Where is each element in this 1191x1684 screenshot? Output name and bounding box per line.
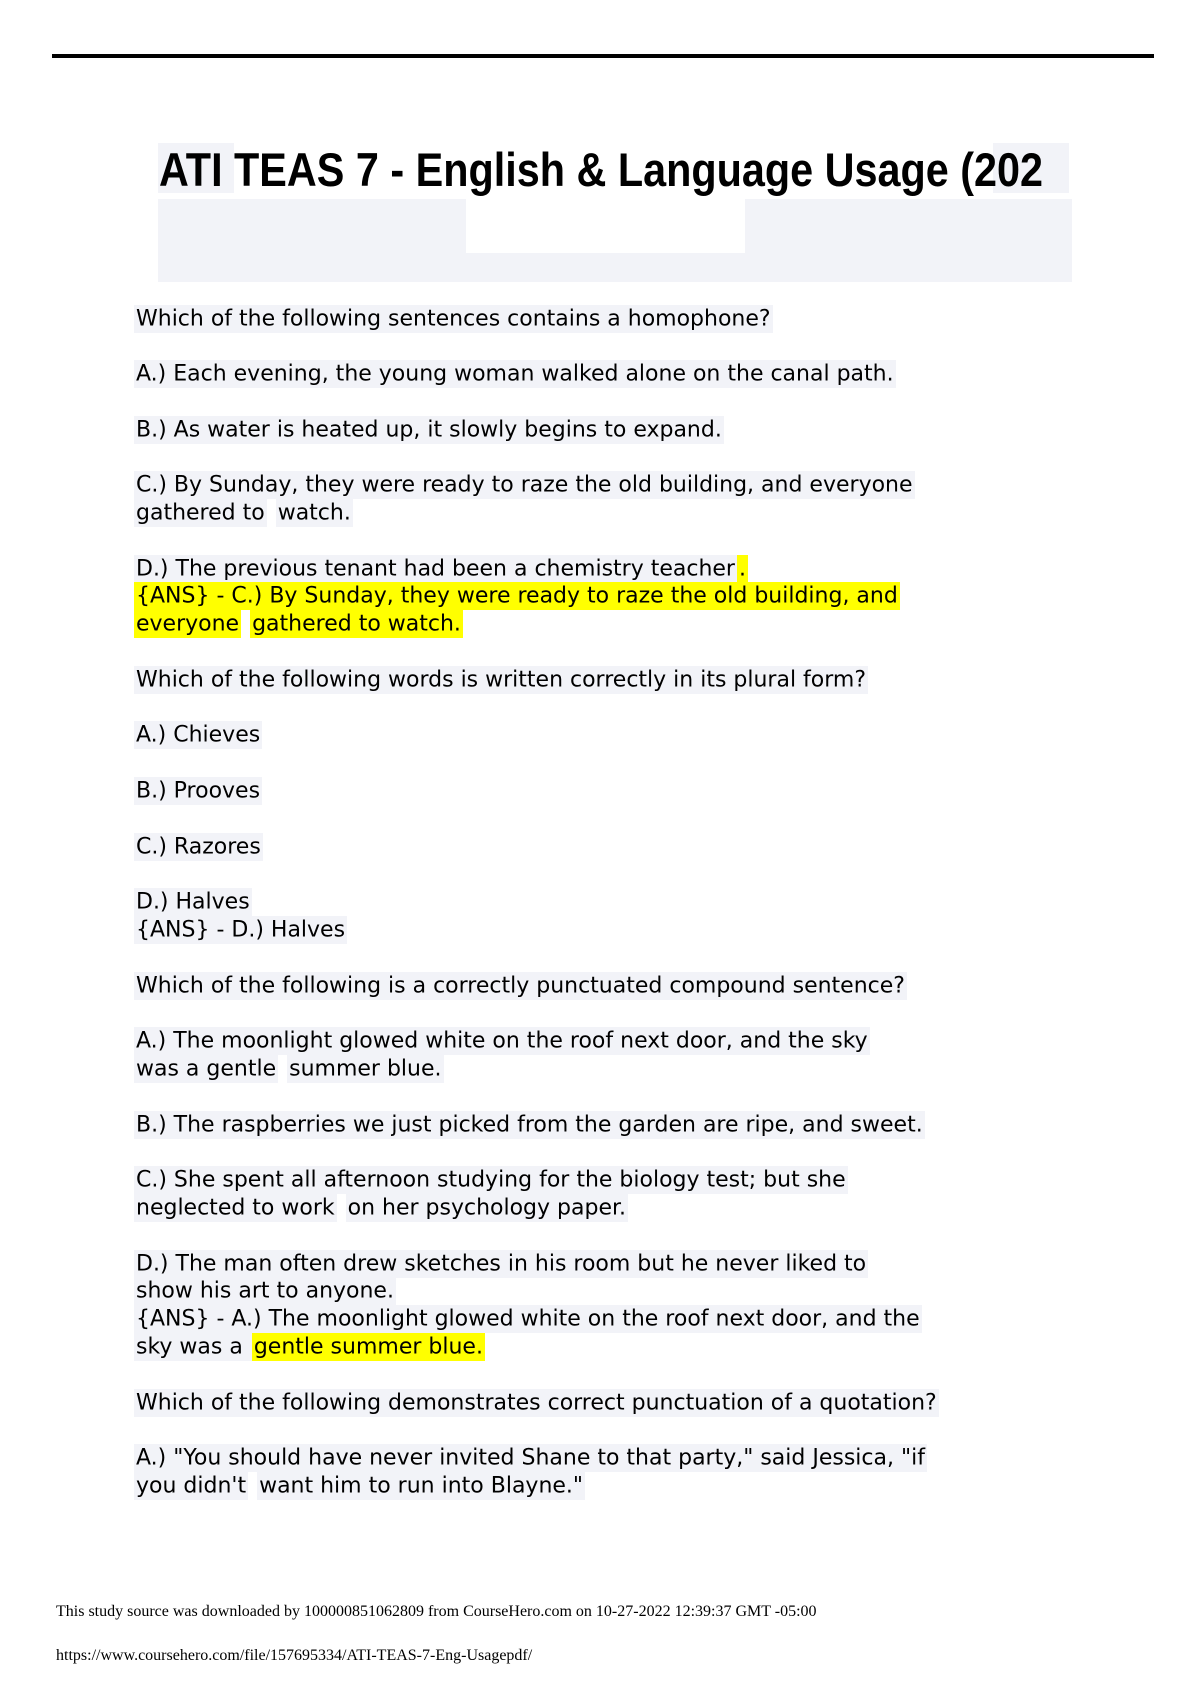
text-segment: on her psychology paper. bbox=[347, 1195, 626, 1221]
text-line bbox=[134, 555, 1134, 583]
text-line bbox=[134, 1445, 1134, 1473]
paragraph bbox=[134, 555, 1134, 638]
highlight-artifact bbox=[745, 199, 1072, 282]
text-line bbox=[134, 917, 1134, 945]
top-rule bbox=[52, 54, 1154, 58]
highlight-artifact bbox=[158, 199, 466, 282]
text-line bbox=[134, 583, 1134, 611]
paragraph bbox=[134, 472, 1134, 528]
highlight-artifact bbox=[466, 253, 745, 282]
text-segment: Which of the following sentences contains a homophone? bbox=[136, 306, 771, 331]
text-segment: neglected to work bbox=[136, 1195, 335, 1221]
text-segment: summer blue. bbox=[289, 1056, 442, 1082]
text-segment: Which of the following demonstrates correct punctuation of a quotation? bbox=[136, 1390, 937, 1416]
text-line bbox=[134, 500, 1134, 528]
text-segment: {ANS} - D.) Halves bbox=[136, 917, 346, 943]
document-body bbox=[134, 305, 1134, 1528]
paragraph bbox=[134, 1028, 1134, 1084]
paragraph bbox=[134, 1167, 1134, 1223]
text-segment: was a gentle bbox=[136, 1056, 277, 1082]
highlight-gap bbox=[241, 610, 250, 638]
answer-highlight: gentle summer blue. bbox=[253, 1334, 483, 1360]
text-segment: {ANS} - A.) The moonlight glowed white on the roof next door, and the bbox=[136, 1306, 920, 1332]
text-line bbox=[134, 1056, 1134, 1084]
highlight-gap bbox=[267, 499, 276, 527]
highlight-gap bbox=[278, 1055, 287, 1083]
paragraph bbox=[134, 416, 1134, 444]
text-segment: B.) The raspberries we just picked from the garden are ripe, and sweet. bbox=[136, 1112, 923, 1138]
text-segment: C.) Razores bbox=[136, 834, 261, 860]
paragraph bbox=[134, 972, 1134, 1000]
text-line bbox=[134, 972, 1134, 1000]
answer-highlight: {ANS} - C.) By Sunday, they were ready to raze the old building, and bbox=[136, 583, 898, 609]
paragraph bbox=[134, 361, 1134, 389]
text-segment: show his art to anyone. bbox=[136, 1278, 394, 1304]
answer-highlight: gathered to watch. bbox=[252, 611, 461, 637]
text-segment: gathered to bbox=[136, 500, 265, 526]
text-line bbox=[134, 1028, 1134, 1056]
text-line bbox=[134, 611, 1134, 639]
text-segment: D.) Halves bbox=[136, 889, 250, 915]
footer-download-note: This study source was downloaded by 100000851062809 from CourseHero.com on 10-27-2022 12:39:37 GMT -05:00 bbox=[56, 1603, 817, 1620]
text-line bbox=[134, 472, 1134, 500]
text-line bbox=[134, 1167, 1134, 1195]
paragraph bbox=[134, 666, 1134, 694]
text-line bbox=[134, 722, 1134, 750]
text-line bbox=[134, 305, 1134, 333]
text-line bbox=[134, 361, 1134, 389]
text-line bbox=[134, 833, 1134, 861]
text-line bbox=[134, 1111, 1134, 1139]
text-segment: you didn't bbox=[136, 1473, 247, 1499]
text-line bbox=[134, 1278, 1134, 1306]
text-segment: C.) She spent all afternoon studying for the biology test; but she bbox=[136, 1167, 846, 1193]
text-segment: A.) "You should have never invited Shane to that party," said Jessica, "if bbox=[136, 1445, 925, 1471]
text-segment: D.) The previous tenant had been a chemistry teacher bbox=[136, 556, 735, 582]
paragraph bbox=[134, 1250, 1134, 1361]
paragraph bbox=[134, 305, 1134, 333]
text-line bbox=[134, 889, 1134, 917]
text-line bbox=[134, 1389, 1134, 1417]
paragraph bbox=[134, 833, 1134, 861]
paragraph bbox=[134, 1111, 1134, 1139]
paragraph bbox=[134, 1389, 1134, 1417]
text-segment: B.) Prooves bbox=[136, 778, 261, 804]
text-segment: B.) As water is heated up, it slowly begins to expand. bbox=[136, 417, 722, 443]
footer-source-url[interactable]: https://www.coursehero.com/file/157695334/ATI-TEAS-7-Eng-Usagepdf/ bbox=[56, 1647, 533, 1664]
paragraph bbox=[134, 889, 1134, 945]
paragraph bbox=[134, 722, 1134, 750]
text-segment: want him to run into Blayne." bbox=[259, 1473, 584, 1499]
text-segment: A.) Chieves bbox=[136, 722, 261, 748]
text-segment: watch. bbox=[277, 500, 351, 526]
text-segment: D.) The man often drew sketches in his room but he never liked to bbox=[136, 1251, 867, 1277]
text-segment: C.) By Sunday, they were ready to raze the old building, and everyone bbox=[136, 472, 913, 498]
text-line bbox=[134, 416, 1134, 444]
answer-highlight: everyone bbox=[136, 611, 240, 637]
answer-highlight: . bbox=[738, 556, 746, 582]
paragraph bbox=[134, 1445, 1134, 1501]
text-line bbox=[134, 666, 1134, 694]
text-segment: sky was a bbox=[136, 1334, 250, 1360]
text-segment: A.) Each evening, the young woman walked alone on the canal path. bbox=[136, 361, 894, 387]
highlight-gap bbox=[337, 1194, 346, 1222]
page-title: ATI TEAS 7 - English & Language Usage (202 bbox=[159, 143, 1044, 196]
text-segment: Which of the following is a correctly punctuated compound sentence? bbox=[136, 973, 905, 999]
text-line bbox=[134, 1195, 1134, 1223]
text-line bbox=[134, 778, 1134, 806]
text-segment: A.) The moonlight glowed white on the roof next door, and the sky bbox=[136, 1028, 868, 1054]
text-line bbox=[134, 1333, 1134, 1361]
text-line bbox=[134, 1306, 1134, 1334]
text-line bbox=[134, 1472, 1134, 1500]
paragraph bbox=[134, 778, 1134, 806]
text-line bbox=[134, 1250, 1134, 1278]
highlight-gap bbox=[248, 1472, 257, 1500]
text-segment: Which of the following words is written correctly in its plural form? bbox=[136, 667, 867, 693]
